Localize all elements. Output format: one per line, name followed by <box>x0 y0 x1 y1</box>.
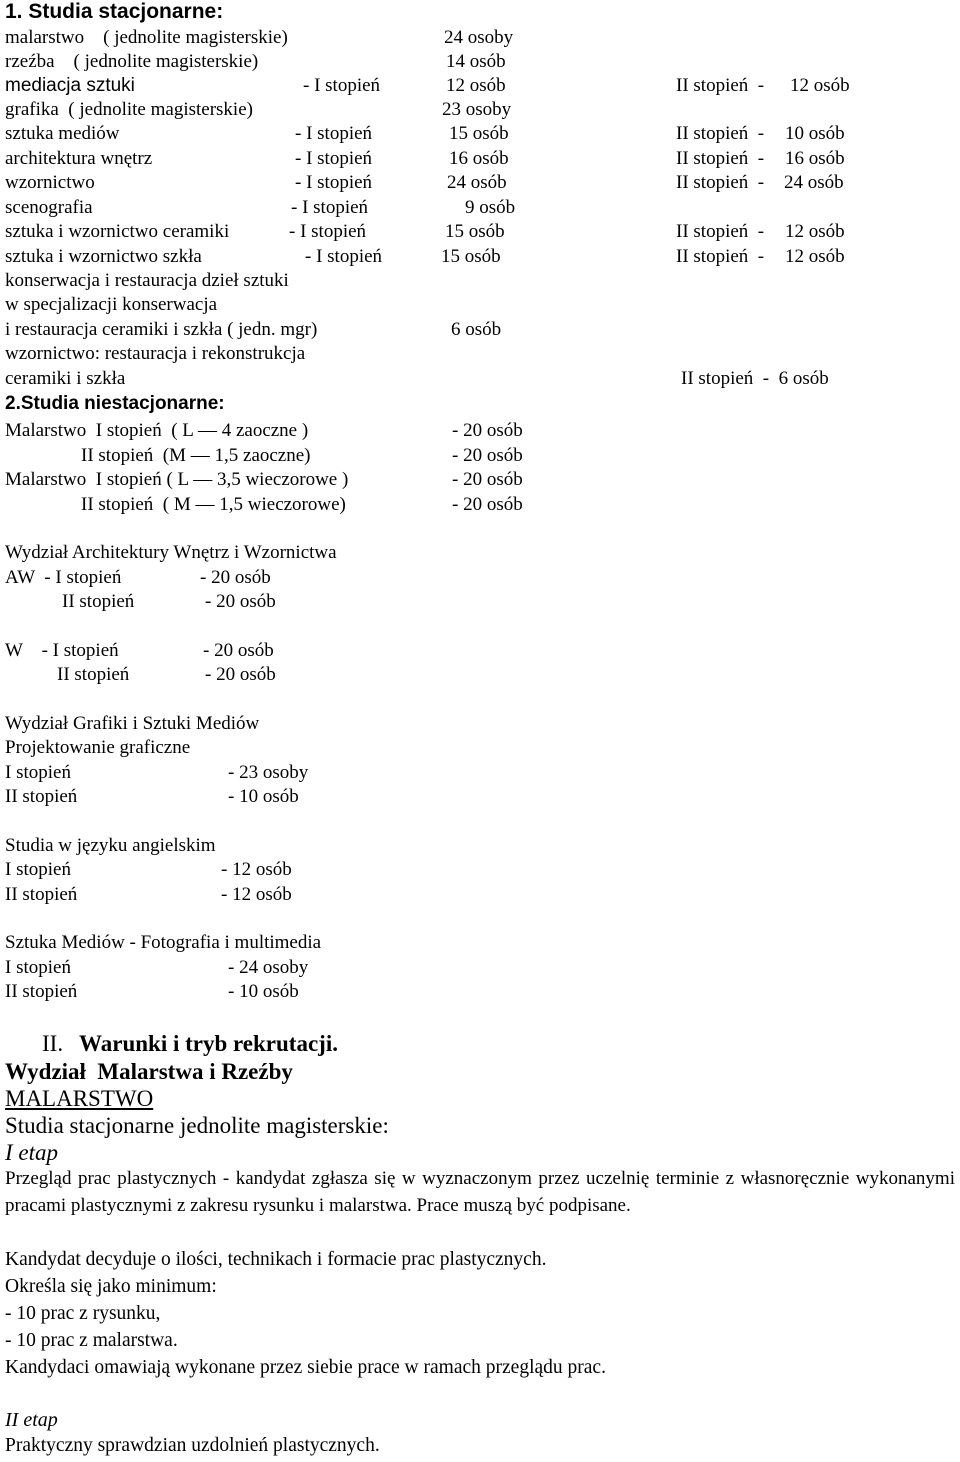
row-degree1: - I stopień <box>295 148 373 169</box>
row-name: sztuka mediów <box>5 123 120 144</box>
etap2-label: II etap <box>5 1409 58 1431</box>
row-degree2: II stopień - <box>676 148 765 169</box>
subject-malarstwo: MALARSTWO <box>5 1086 154 1111</box>
faculty-title-architektury: Wydział Architektury Wnętrz i Wzornictwa <box>5 542 337 563</box>
fotografia-multimedia: Sztuka Mediów - Fotografia i multimedia <box>5 932 322 953</box>
row-count: 23 osoby <box>442 99 512 120</box>
praktyczny-sprawdzian: Praktyczny sprawdzian uzdolnień plastycznych. <box>5 1435 380 1456</box>
niestacjonarne-row-count: - 20 osób <box>452 494 523 515</box>
row-count: 15 osób <box>449 123 509 144</box>
row-count: 24 osób <box>447 172 507 193</box>
row-degree1: - I stopień <box>305 246 383 267</box>
fot-degree1-count: - 24 osoby <box>228 957 309 978</box>
niestacjonarne-row-count: - 20 osób <box>452 420 523 441</box>
section-heading-stacjonarne: 1. Studia stacjonarne: <box>5 0 224 23</box>
section-heading-niestacjonarne: 2.Studia niestacjonarne: <box>5 393 225 414</box>
konserwacja-count: 6 osób <box>451 319 502 340</box>
w-degree1-label: W - I stopień <box>5 640 119 661</box>
row-name: sztuka i wzornictwo szkła <box>5 246 202 267</box>
row-count: 24 osoby <box>444 27 514 48</box>
row-count2: 10 osób <box>785 123 845 144</box>
row-degree2: II stopień - <box>676 172 765 193</box>
row-name: wzornictwo <box>5 172 95 193</box>
przeglad-paragraph: Przegląd prac plastycznych - kandydat zgłasza się w wyznaczonym przez uczelnię terminie z własnoręcznie wykonanymi pracami plastycznymi z zakresu rysunku i malarstwa. Prace muszą być podpisane. <box>5 1168 955 1216</box>
wzornictwo-restauracja-line1: wzornictwo: restauracja i rekonstrukcja <box>5 343 306 364</box>
niestacjonarne-row-label: II stopień (M — 1,5 zaoczne) <box>5 445 311 466</box>
studia-jednolite: Studia stacjonarne jednolite magisterskie: <box>5 1113 389 1138</box>
row-degree2: II stopień - <box>676 221 765 242</box>
kandydaci-omawiaja: Kandydaci omawiają wykonane przez siebie prace w ramach przeglądu prac. <box>5 1357 606 1378</box>
niestacjonarne-row-label: II stopień ( M — 1,5 wieczorowe) <box>5 494 346 515</box>
row-degree2: II stopień - <box>676 123 765 144</box>
row-count: 15 osób <box>445 221 505 242</box>
row-count: 15 osób <box>441 246 501 267</box>
row-degree2: II stopień - <box>676 75 765 96</box>
row-degree1: - I stopień <box>295 172 373 193</box>
row-degree1: - I stopień <box>289 221 367 242</box>
row-name: architektura wnętrz <box>5 148 153 169</box>
fot-degree2-label: II stopień <box>5 981 78 1002</box>
row-count2: 16 osób <box>785 148 845 169</box>
row-count: 12 osób <box>446 75 506 96</box>
ang-degree1-count: - 12 osób <box>221 859 292 880</box>
etap1-label: I etap <box>5 1140 59 1165</box>
minimum-label: Określa się jako minimum: <box>5 1276 217 1297</box>
studia-angielski: Studia w języku angielskim <box>5 835 216 856</box>
pg-degree2-count: - 10 osób <box>228 786 299 807</box>
minimum-rysunek: - 10 prac z rysunku, <box>5 1303 161 1324</box>
row-count: 14 osób <box>446 51 506 72</box>
fot-degree2-count: - 10 osób <box>228 981 299 1002</box>
row-count2: 12 osób <box>785 221 845 242</box>
projektowanie-graficzne: Projektowanie graficzne <box>5 737 191 758</box>
niestacjonarne-row-count: - 20 osób <box>452 469 523 490</box>
aw-degree1-count: - 20 osób <box>200 567 271 588</box>
row-count: 16 osób <box>449 148 509 169</box>
konserwacja-line3: i restauracja ceramiki i szkła ( jedn. mgr) <box>5 319 318 340</box>
row-name: scenografia <box>5 197 93 218</box>
row-count: 9 osób <box>465 197 516 218</box>
w-degree2-label: II stopień <box>57 664 130 685</box>
row-degree2: II stopień - <box>676 246 765 267</box>
row-name: sztuka i wzornictwo ceramiki <box>5 221 230 242</box>
ang-degree1-label: I stopień <box>5 859 71 880</box>
aw-degree2-count: - 20 osób <box>205 591 276 612</box>
w-degree1-count: - 20 osób <box>203 640 274 661</box>
aw-degree2-label: II stopień <box>62 591 135 612</box>
minimum-malarstwo: - 10 prac z malarstwa. <box>5 1330 178 1351</box>
w-degree2-count: - 20 osób <box>205 664 276 685</box>
niestacjonarne-row-label: Malarstwo I stopień ( L — 3,5 wieczorowe ) <box>5 469 349 490</box>
pg-degree2-label: II stopień <box>5 786 78 807</box>
kandydat-decyduje: Kandydat decyduje o ilości, technikach i formacie prac plastycznych. <box>5 1249 547 1270</box>
ang-degree2-count: - 12 osób <box>221 884 292 905</box>
faculty-title-grafiki: Wydział Grafiki i Sztuki Mediów <box>5 713 260 734</box>
row-degree1: - I stopień <box>295 123 373 144</box>
row-degree1: - I stopień <box>291 197 369 218</box>
row-count2: 12 osób <box>785 246 845 267</box>
aw-degree1-label: AW - I stopień <box>5 567 122 588</box>
ang-degree2-label: II stopień <box>5 884 78 905</box>
row-name: mediacja sztuki <box>5 75 135 96</box>
section-roman-numeral: II. <box>42 1031 64 1056</box>
konserwacja-line1: konserwacja i restauracja dzieł sztuki <box>5 270 289 291</box>
row-name: rzeźba ( jednolite magisterskie) <box>5 51 259 72</box>
wzornictwo-restauracja-degree2: II stopień - 6 osób <box>681 368 829 389</box>
row-count2: 12 osób <box>790 75 850 96</box>
fot-degree1-label: I stopień <box>5 957 71 978</box>
row-degree1: - I stopień <box>303 75 381 96</box>
wzornictwo-restauracja-line2: ceramiki i szkła <box>5 368 126 389</box>
faculty-title-malarstwa: Wydział Malarstwa i Rzeźby <box>5 1059 293 1084</box>
konserwacja-line2: w specjalizacji konserwacja <box>5 294 218 315</box>
pg-degree1-label: I stopień <box>5 762 71 783</box>
niestacjonarne-row-label: Malarstwo I stopień ( L — 4 zaoczne ) <box>5 420 309 441</box>
row-name: grafika ( jednolite magisterskie) <box>5 99 253 120</box>
row-count2: 24 osób <box>784 172 844 193</box>
section-title-warunki: Warunki i tryb rekrutacji. <box>79 1031 338 1056</box>
row-name: malarstwo ( jednolite magisterskie) <box>5 27 288 48</box>
pg-degree1-count: - 23 osoby <box>228 762 309 783</box>
niestacjonarne-row-count: - 20 osób <box>452 445 523 466</box>
